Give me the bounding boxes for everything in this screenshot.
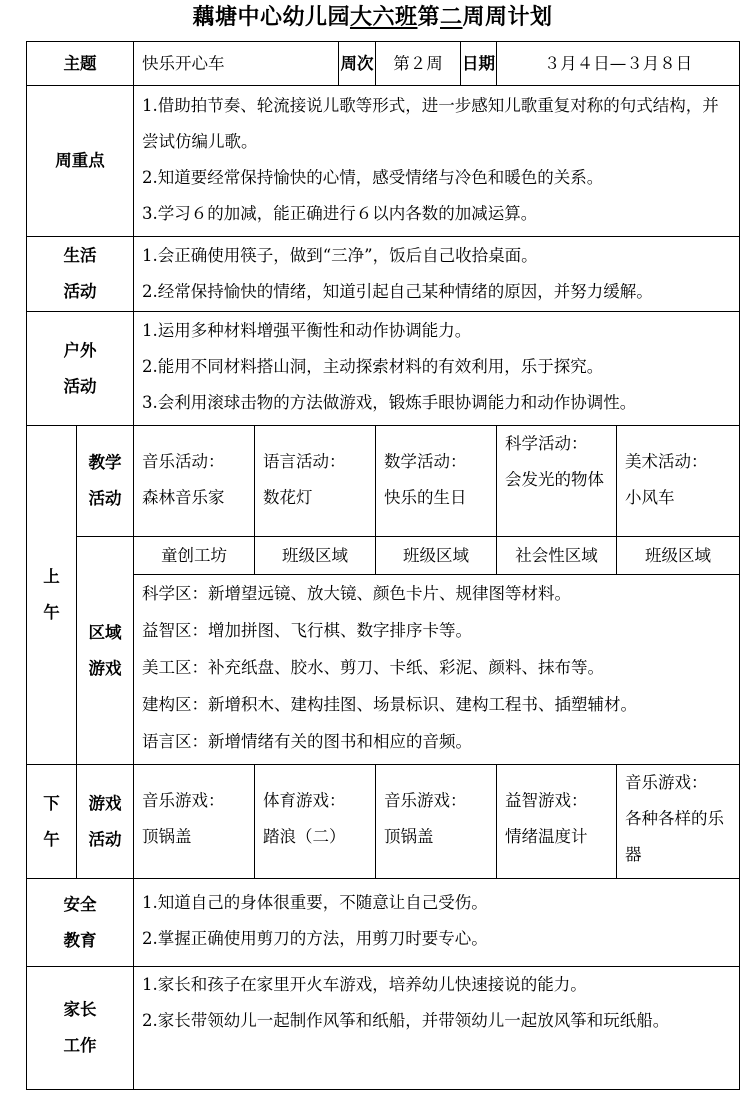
safety-label-line2: 教育 bbox=[63, 930, 97, 950]
parents-label-line2: 工作 bbox=[63, 1036, 97, 1055]
safety-content bbox=[134, 879, 740, 967]
area-line-5: 语言区：新增情绪有关的图书和相应的音频。 bbox=[142, 732, 472, 751]
afternoon-label-line1: 下 bbox=[43, 793, 60, 813]
teaching-cell-3-type: 数学活动： bbox=[384, 452, 467, 471]
life-row bbox=[27, 237, 740, 312]
week-label: 周次 bbox=[339, 42, 376, 86]
game-cell-1-name: 顶锅盖 bbox=[142, 827, 192, 846]
outdoor-row bbox=[27, 312, 740, 426]
teaching-cell-5-type: 美术活动： bbox=[625, 452, 708, 471]
area-head-4: 社会性区域 bbox=[497, 537, 617, 575]
area-label-line2: 游戏 bbox=[88, 658, 122, 678]
parents-line-1: 1.家长和孩子在家里开火车游戏，培养幼儿快速接说的能力。 bbox=[142, 975, 587, 994]
teaching-cell-2 bbox=[255, 426, 376, 537]
weekly-plan-table bbox=[26, 41, 740, 1090]
focus-content bbox=[134, 86, 740, 237]
teaching-cell-3 bbox=[376, 426, 497, 537]
teaching-cell-1 bbox=[134, 426, 255, 537]
afternoon-label bbox=[27, 765, 77, 879]
area-label-line1: 区域 bbox=[88, 622, 122, 642]
date-value: ３月４日—３月８日 bbox=[497, 42, 740, 86]
game-cell-4-type: 益智游戏： bbox=[505, 791, 588, 810]
parents-row bbox=[27, 967, 740, 1090]
area-label bbox=[77, 537, 134, 765]
parents-label bbox=[27, 967, 134, 1090]
game-label-line2: 活动 bbox=[88, 829, 122, 849]
focus-label: 周重点 bbox=[27, 86, 134, 237]
area-content-row bbox=[27, 575, 740, 765]
outdoor-line-1: 1.运用多种材料增强平衡性和动作协调能力。 bbox=[142, 321, 472, 340]
safety-row bbox=[27, 879, 740, 967]
game-label-line1: 游戏 bbox=[88, 793, 122, 813]
theme-label: 主题 bbox=[27, 42, 134, 86]
outdoor-label-line2: 活动 bbox=[63, 376, 97, 396]
afternoon-label-line2: 午 bbox=[43, 829, 60, 849]
teaching-cell-1-name: 森林音乐家 bbox=[142, 488, 225, 507]
area-head-2: 班级区域 bbox=[255, 537, 376, 575]
teaching-cell-4-name: 会发光的物体 bbox=[505, 470, 604, 489]
game-cell-5 bbox=[617, 765, 740, 879]
teaching-cell-5-name: 小风车 bbox=[625, 488, 675, 507]
teaching-cell-2-type: 语言活动： bbox=[263, 452, 346, 471]
game-cell-3-type: 音乐游戏： bbox=[384, 791, 467, 810]
header-row bbox=[27, 42, 740, 86]
area-content bbox=[134, 575, 740, 765]
teaching-cell-5 bbox=[617, 426, 740, 537]
game-cell-1-type: 音乐游戏： bbox=[142, 791, 225, 810]
game-cell-5-name: 各种各样的乐器 bbox=[625, 809, 724, 864]
area-head-3: 班级区域 bbox=[376, 537, 497, 575]
teaching-cell-2-name: 数花灯 bbox=[263, 488, 313, 507]
afternoon-row bbox=[27, 765, 740, 879]
teaching-cell-3-name: 快乐的生日 bbox=[384, 488, 467, 507]
teaching-cell-4 bbox=[497, 426, 617, 537]
outdoor-content bbox=[134, 312, 740, 426]
game-cell-4 bbox=[497, 765, 617, 879]
game-label bbox=[77, 765, 134, 879]
parents-label-line1: 家长 bbox=[63, 1000, 97, 1019]
parents-content bbox=[134, 967, 740, 1090]
safety-line-2: 2.掌握正确使用剪刀的方法，用剪刀时要专心。 bbox=[142, 929, 488, 948]
title-school: 藕塘中心幼儿园 bbox=[192, 4, 350, 30]
parents-line-2: 2.家长带领幼儿一起制作风筝和纸船，并带领幼儿一起放风筝和玩纸船。 bbox=[142, 1011, 670, 1030]
area-head-1: 童创工坊 bbox=[134, 537, 255, 575]
game-cell-2-type: 体育游戏： bbox=[263, 791, 346, 810]
life-content bbox=[134, 237, 740, 312]
life-line-2: 2.经常保持愉快的情绪，知道引起自己某种情绪的原因，并努力缓解。 bbox=[142, 282, 653, 301]
outdoor-line-3: 3.会利用滚球击物的方法做游戏，锻炼手眼协调能力和动作协调性。 bbox=[142, 393, 637, 412]
outdoor-label-line1: 户外 bbox=[63, 340, 97, 360]
life-line-1: 1.会正确使用筷子，做到“三净”，饭后自己收拾桌面。 bbox=[142, 246, 538, 265]
area-line-2: 益智区：增加拼图、飞行棋、数字排序卡等。 bbox=[142, 621, 472, 640]
title-suffix: 周周计划 bbox=[462, 4, 553, 30]
focus-line-3: 3.学习６的加减，能正确进行６以内各数的加减运算。 bbox=[142, 204, 538, 223]
teaching-cell-4-type: 科学活动： bbox=[505, 434, 588, 453]
area-line-1: 科学区：新增望远镜、放大镜、颜色卡片、规律图等材料。 bbox=[142, 584, 571, 603]
teaching-label-line1: 教学 bbox=[88, 453, 122, 472]
area-head-5: 班级区域 bbox=[617, 537, 740, 575]
focus-line-2: 2.知道要经常保持愉快的心情，感受情绪与冷色和暖色的关系。 bbox=[142, 168, 604, 187]
game-cell-4-name: 情绪温度计 bbox=[505, 827, 588, 846]
game-cell-2 bbox=[255, 765, 376, 879]
safety-label-line1: 安全 bbox=[63, 894, 97, 914]
area-line-3: 美工区：补充纸盘、胶水、剪刀、卡纸、彩泥、颜料、抹布等。 bbox=[142, 658, 604, 677]
teaching-row bbox=[27, 426, 740, 537]
morning-label bbox=[27, 426, 77, 765]
focus-row bbox=[27, 86, 740, 237]
game-cell-2-name: 踏浪（二） bbox=[263, 827, 346, 846]
game-cell-5-type: 音乐游戏： bbox=[625, 773, 708, 792]
life-label-line1: 生活 bbox=[63, 246, 97, 265]
title-class: 大六班 bbox=[349, 4, 418, 30]
area-heads-row bbox=[27, 537, 740, 575]
date-label: 日期 bbox=[461, 42, 497, 86]
theme-value: 快乐开心车 bbox=[134, 42, 339, 86]
outdoor-label bbox=[27, 312, 134, 426]
morning-label-line2: 午 bbox=[43, 603, 60, 622]
area-line-4: 建构区：新增积木、建构挂图、场景标识、建构工程书、插塑辅材。 bbox=[142, 695, 637, 714]
game-cell-3 bbox=[376, 765, 497, 879]
title-di: 第 bbox=[417, 4, 440, 30]
teaching-label bbox=[77, 426, 134, 537]
teaching-cell-1-type: 音乐活动： bbox=[142, 452, 225, 471]
week-value: 第２周 bbox=[376, 42, 461, 86]
game-cell-1 bbox=[134, 765, 255, 879]
life-label bbox=[27, 237, 134, 312]
game-cell-3-name: 顶锅盖 bbox=[384, 827, 434, 846]
safety-label bbox=[27, 879, 134, 967]
focus-line-1: 1.借助拍节奏、轮流接说儿歌等形式，进一步感知儿歌重复对称的句式结构，并尝试仿编儿歌。 bbox=[142, 96, 719, 151]
life-label-line2: 活动 bbox=[63, 282, 97, 301]
page-title bbox=[0, 2, 745, 32]
teaching-label-line2: 活动 bbox=[88, 489, 122, 508]
safety-line-1: 1.知道自己的身体很重要，不随意让自己受伤。 bbox=[142, 893, 488, 912]
outdoor-line-2: 2.能用不同材料搭山洞，主动探索材料的有效利用，乐于探究。 bbox=[142, 357, 604, 376]
title-week-number: 二 bbox=[440, 4, 463, 30]
morning-label-line1: 上 bbox=[43, 567, 60, 586]
